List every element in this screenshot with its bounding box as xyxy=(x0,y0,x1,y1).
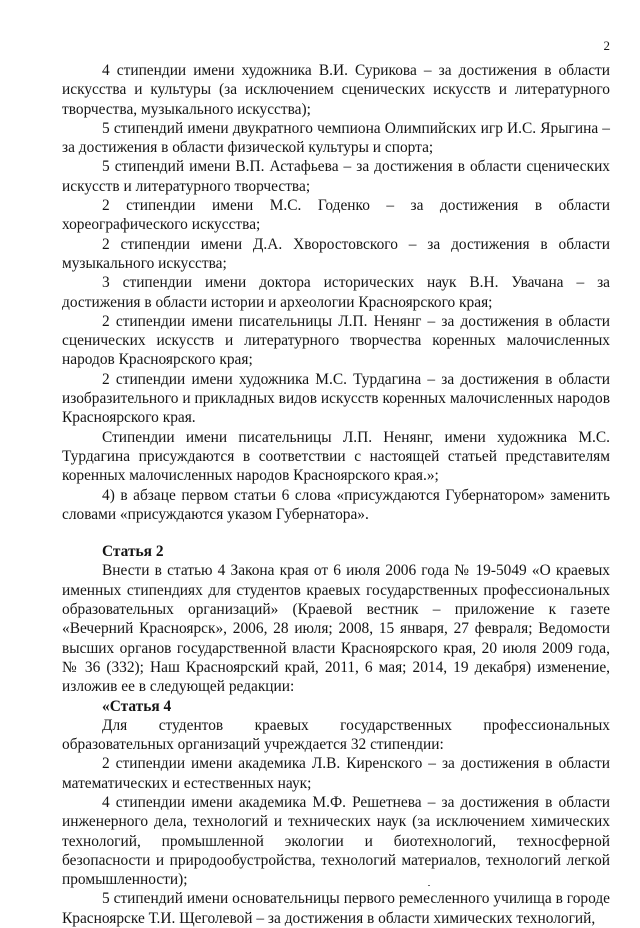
paragraph-reshetnev: 4 стипендии имени академика М.Ф. Решетнева – за достижения в области инженерного дела, технологий и технических наук (за исключением химических технологий, промышленной экологии и биотехнологий, техносферной безопасности и природообустройства, технологий материалов, технологий легкой промышленности); xyxy=(62,793,610,889)
article-4-intro: Для студентов краевых государственных профессиональных образовательных организаций учреждается 32 стипендии: xyxy=(62,716,610,754)
article-4-heading: «Статья 4 xyxy=(102,697,172,715)
paragraph-uvachan: 3 стипендии имени доктора исторических наук В.Н. Увачана – за достижения в области истории и археологии Красноярского края; xyxy=(62,274,610,311)
document-body xyxy=(62,61,610,928)
paragraph-turdagin: 2 стипендии имени художника М.С. Турдагина – за достижения в области изобразительного и прикладных видов искусств коренных малочисленных народов Красноярского края. xyxy=(62,370,610,427)
page-number: 2 xyxy=(603,38,610,53)
paragraph-shchegoleva: 5 стипендий имени основательницы первого ремесленного училища в городе Красноярске Т.И. Щеголевой – за достижения в области химических технологий, xyxy=(62,890,610,927)
paragraph-hvorostovsky: 2 стипендии имени Д.А. Хворостовского – за достижения в области музыкального искусства; xyxy=(62,235,610,272)
paragraph-kirensky: 2 стипендии имени академика Л.В. Киренского – за достижения в области математических и естественных наук; xyxy=(62,755,610,792)
article-2-heading: Статья 2 xyxy=(102,543,164,561)
article-2-intro: Внести в статью 4 Закона края от 6 июля 2006 года № 19-5049 «О краевых именных стипендиях для студентов краевых государственных профессиональных образовательных организаций» (Краевой вестник – приложение к газете «Вечерний Красноярск», 2006, 28 июля; 2008, 15 января, 27 февраля; Ведомости высших органов государственной власти Красноярского края, 20 июля 2009 года, № 36 (332); Наш Красноярский край, 2011, 6 мая; 2014, 19 декабря) изменение, изложив ее в следующей редакции: xyxy=(62,562,610,696)
paragraph-amendment-4: 4) в абзаце первом статьи 6 слова «присуждаются Губернатором» заменить словами «присуждаются указом Губернатора». xyxy=(62,486,610,523)
paragraph-godenko: 2 стипендии имени М.С. Годенко – за достижения в области хореографического искусства; xyxy=(62,197,610,234)
paragraph-nenyang: 2 стипендии имени писательницы Л.П. Ненянг – за достижения в области сценических искусств и литературного творчества коренных малочисленных народов Красноярского края; xyxy=(62,312,610,369)
paragraph-yarygin: 5 стипендий имени двукратного чемпиона Олимпийских игр И.С. Ярыгина – за достижения в области физической культуры и спорта; xyxy=(62,119,610,157)
paragraph-astafyev: 5 стипендий имени В.П. Астафьева – за достижения в области сценических искусств и литературного творчества; xyxy=(62,158,610,195)
paragraph-surikov: 4 стипендии имени художника В.И. Сурикова – за достижения в области искусства и культуры (за исключением сценических искусств и литературного творчества, музыкального искусства); xyxy=(62,62,610,118)
scan-mark xyxy=(428,885,430,886)
paragraph-indigenous-note: Стипендии имени писательницы Л.П. Ненянг, имени художника М.С. Турдагина присуждаются в соответствии с настоящей статьей представителям коренных малочисленных народов Красноярского края.»; xyxy=(62,428,610,485)
